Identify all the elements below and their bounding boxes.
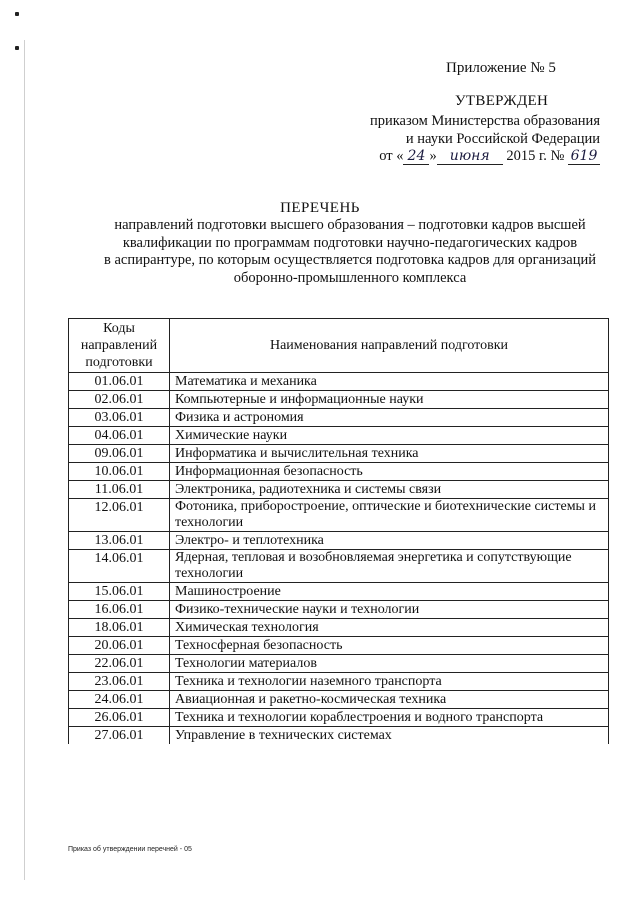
- scan-mark-second: [15, 46, 19, 50]
- date-year: 2015 г. №: [506, 148, 565, 164]
- date-mid: »: [429, 148, 437, 164]
- direction-code: 16.06.01: [69, 601, 170, 619]
- direction-name: Химическая технология: [170, 619, 609, 637]
- handwritten-order-number: 619: [568, 149, 600, 165]
- direction-code: 15.06.01: [69, 583, 170, 601]
- direction-name: Информационная безопасность: [170, 463, 609, 481]
- direction-code: 18.06.01: [69, 619, 170, 637]
- table-row: [69, 373, 609, 391]
- direction-name: Техника и технологии кораблестроения и водного транспорта: [170, 709, 609, 727]
- handwritten-month: июня: [437, 149, 503, 165]
- table-header-row: [69, 319, 609, 373]
- direction-code: 04.06.01: [69, 427, 170, 445]
- handwritten-day: 24: [403, 149, 429, 165]
- table-row: [69, 550, 609, 583]
- subtitle-line: направлений подготовки высшего образования – подготовки кадров высшей: [114, 217, 586, 233]
- table-row: [69, 673, 609, 691]
- approved-label: УТВЕРЖДЕН: [455, 93, 549, 109]
- codes-header-line: Коды: [103, 321, 135, 336]
- codes-header-line: подготовки: [85, 355, 153, 370]
- direction-name: Информатика и вычислительная техника: [170, 445, 609, 463]
- direction-code: 02.06.01: [69, 391, 170, 409]
- direction-code: 01.06.01: [69, 373, 170, 391]
- direction-name: Машиностроение: [170, 583, 609, 601]
- order-line-1: приказом Министерства образования: [369, 113, 600, 129]
- direction-name: Ядерная, тепловая и возобновляемая энергетика и сопутствующие технологии: [170, 550, 609, 583]
- scan-edge-line: [24, 40, 25, 880]
- table-row: [69, 601, 609, 619]
- direction-code: 27.06.01: [69, 727, 170, 745]
- direction-name: Компьютерные и информационные науки: [170, 391, 609, 409]
- table-body: [69, 373, 609, 745]
- direction-name: Физико-технические науки и технологии: [170, 601, 609, 619]
- scan-mark-top: [15, 12, 19, 16]
- document-subtitle: [60, 217, 640, 287]
- table-row: [69, 481, 609, 499]
- table-row: [69, 409, 609, 427]
- table-row: [69, 619, 609, 637]
- direction-name: Электро- и теплотехника: [170, 532, 609, 550]
- date-prefix: от «: [379, 148, 404, 164]
- direction-code: 22.06.01: [69, 655, 170, 673]
- table-row: [69, 655, 609, 673]
- table-row: [69, 445, 609, 463]
- table-row: [69, 427, 609, 445]
- direction-name: Техносферная безопасность: [170, 637, 609, 655]
- document-title: ПЕРЕЧЕНЬ: [280, 200, 360, 216]
- direction-code: 14.06.01: [69, 550, 170, 583]
- training-directions-table: [68, 318, 609, 744]
- direction-name: Математика и механика: [170, 373, 609, 391]
- direction-name: Химические науки: [170, 427, 609, 445]
- direction-name: Авиационная и ракетно-космическая техника: [170, 691, 609, 709]
- names-column-header: Наименования направлений подготовки: [170, 319, 609, 373]
- direction-name: Техника и технологии наземного транспорта: [170, 673, 609, 691]
- table-row: [69, 583, 609, 601]
- order-line-2: и науки Российской Федерации: [405, 131, 600, 147]
- direction-name: Фотоника, приборостроение, оптические и биотехнические системы и технологии: [170, 499, 609, 532]
- direction-code: 11.06.01: [69, 481, 170, 499]
- table-row: [69, 499, 609, 532]
- direction-code: 26.06.01: [69, 709, 170, 727]
- subtitle-line: квалификации по программам подготовки научно-педагогических кадров: [122, 234, 578, 251]
- table-row: [69, 463, 609, 481]
- codes-column-header: [69, 319, 170, 373]
- direction-name: Технологии материалов: [170, 655, 609, 673]
- subtitle-line: оборонно-промышленного комплекса: [233, 269, 467, 286]
- direction-code: 12.06.01: [69, 499, 170, 532]
- table-row: [69, 532, 609, 550]
- direction-code: 20.06.01: [69, 637, 170, 655]
- appendix-label: Приложение № 5: [446, 60, 556, 76]
- table-row: [69, 391, 609, 409]
- direction-code: 24.06.01: [69, 691, 170, 709]
- direction-code: 13.06.01: [69, 532, 170, 550]
- direction-name: Физика и астрономия: [170, 409, 609, 427]
- direction-code: 03.06.01: [69, 409, 170, 427]
- table-row: [69, 637, 609, 655]
- order-date-line: [379, 148, 600, 165]
- direction-code: 23.06.01: [69, 673, 170, 691]
- table-row: [69, 691, 609, 709]
- codes-header-line: направлений: [80, 338, 158, 353]
- direction-code: 09.06.01: [69, 445, 170, 463]
- footer-note: Приказ об утверждении перечней - 05: [68, 846, 192, 853]
- direction-name: Электроника, радиотехника и системы связи: [170, 481, 609, 499]
- direction-code: 10.06.01: [69, 463, 170, 481]
- direction-name: Управление в технических системах: [170, 727, 609, 745]
- table-row: [69, 727, 609, 745]
- table-row: [69, 709, 609, 727]
- subtitle-line: в аспирантуре, по которым осуществляется подготовка кадров для организаций: [103, 252, 597, 268]
